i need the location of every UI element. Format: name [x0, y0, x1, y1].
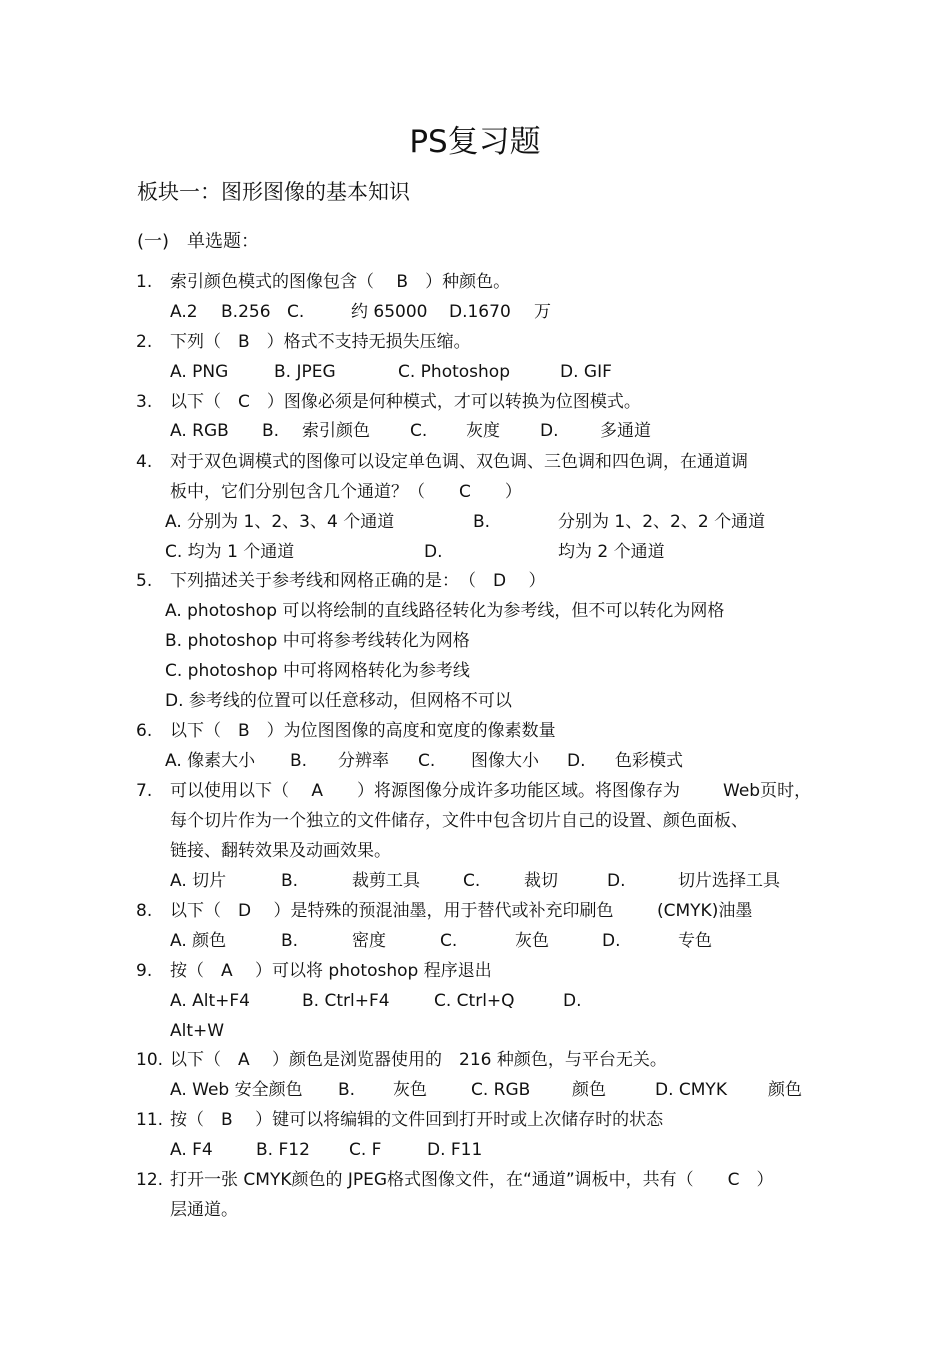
option: 约 65000: [351, 302, 428, 322]
option: C.: [418, 751, 436, 771]
option: 颜色: [768, 1080, 802, 1100]
question-stem: 以下（ D ）是特殊的预混油墨，用于替代或补充印刷色: [170, 901, 614, 921]
question-number: 6.: [136, 721, 153, 741]
option: C. photoshop 中可将网格转化为参考线: [165, 661, 470, 681]
question-number: 11.: [136, 1110, 164, 1130]
option: C. Ctrl+Q: [434, 991, 515, 1011]
question-number: 12.: [136, 1170, 164, 1190]
option: D.: [602, 931, 621, 951]
option: D. F11: [427, 1140, 483, 1160]
option: B.256: [221, 302, 271, 322]
option: 万: [534, 302, 551, 322]
option: D.: [563, 991, 582, 1011]
option: B.: [262, 421, 280, 441]
option: 灰度: [466, 421, 500, 441]
question-stem: 按（ B ）键可以将编辑的文件回到打开时或上次储存时的状态: [170, 1110, 664, 1130]
option: B. F12: [256, 1140, 310, 1160]
question-stem: 层通道。: [170, 1200, 238, 1220]
option: A.2: [170, 302, 198, 322]
option: B. Ctrl+F4: [302, 991, 390, 1011]
option: 裁剪工具: [352, 871, 420, 891]
option: 专色: [678, 931, 712, 951]
question-stem: 以下（ A ）颜色是浏览器使用的 216 种颜色，与平台无关。: [170, 1050, 667, 1070]
option: C. Photoshop: [398, 362, 510, 382]
option: 灰色: [515, 931, 549, 951]
option: B.: [338, 1080, 356, 1100]
option: B.: [281, 931, 299, 951]
question-number: 2.: [136, 332, 153, 352]
option: D. CMYK: [655, 1080, 727, 1100]
option: A. 分别为 1、2、3、4 个通道: [165, 512, 395, 532]
option: C. F: [349, 1140, 382, 1160]
question-number: 5.: [136, 571, 153, 591]
question-stem: 对于双色调模式的图像可以设定单色调、双色调、三色调和四色调，在通道调: [170, 452, 748, 472]
question-stem: 每个切片作为一个独立的文件储存，文件中包含切片自己的设置、颜色面板、: [170, 811, 748, 831]
option: 多通道: [600, 421, 651, 441]
option: D.: [607, 871, 626, 891]
question-stem: 下列（ B ）格式不支持无损失压缩。: [170, 332, 471, 352]
question-stem: Web页时，: [723, 781, 812, 801]
option: 图像大小: [471, 751, 539, 771]
option: C.: [410, 421, 428, 441]
option: A. photoshop 可以将绘制的直线路径转化为参考线，但不可以转化为网格: [165, 601, 725, 621]
question-number: 3.: [136, 392, 153, 412]
option: B. JPEG: [274, 362, 336, 382]
option: B.: [473, 512, 491, 532]
question-stem: 以下（ B ）为位图图像的高度和宽度的像素数量: [170, 721, 556, 741]
option: B.: [281, 871, 299, 891]
option: B.: [290, 751, 308, 771]
option: C.: [440, 931, 458, 951]
option: 分辨率: [338, 751, 389, 771]
option: C.: [287, 302, 305, 322]
question-number: 9.: [136, 961, 153, 981]
option: 密度: [352, 931, 386, 951]
option: 索引颜色: [302, 421, 370, 441]
option: C. RGB: [471, 1080, 531, 1100]
question-stem: 索引颜色模式的图像包含（ B ）种颜色。: [170, 272, 511, 292]
question-number: 7.: [136, 781, 153, 801]
option: 切片选择工具: [678, 871, 780, 891]
question-number: 8.: [136, 901, 153, 921]
question-number: 4.: [136, 452, 153, 472]
option: A. 像素大小: [165, 751, 256, 771]
question-number: 10.: [136, 1050, 164, 1070]
question-stem: 下列描述关于参考线和网格正确的是： （ D ）: [170, 571, 546, 591]
option: A. F4: [170, 1140, 213, 1160]
page-title: PS复习题: [409, 124, 541, 160]
option: 均为 2 个通道: [558, 542, 665, 562]
option: 色彩模式: [615, 751, 683, 771]
option: Alt+W: [170, 1021, 225, 1041]
option: 灰色: [393, 1080, 427, 1100]
option: C. 均为 1 个通道: [165, 542, 295, 562]
question-stem: (CMYK)油墨: [657, 901, 753, 921]
option: B. photoshop 中可将参考线转化为网格: [165, 631, 470, 651]
question-stem: 以下（ C ）图像必须是何种模式，才可以转换为位图模式。: [170, 392, 641, 412]
section-heading: 板块一：图形图像的基本知识: [137, 180, 410, 204]
option: 颜色: [572, 1080, 606, 1100]
option: A. RGB: [170, 421, 229, 441]
option: D. GIF: [560, 362, 612, 382]
option: A. PNG: [170, 362, 229, 382]
option: 分别为 1、2、2、2 个通道: [558, 512, 766, 532]
option: A. 颜色: [170, 931, 227, 951]
option: 裁切: [524, 871, 558, 891]
option: A. 切片: [170, 871, 227, 891]
option: D.: [424, 542, 443, 562]
subsection-heading: (一) 单选题：: [137, 231, 260, 252]
option: D. 参考线的位置可以任意移动，但网格不可以: [165, 691, 512, 711]
option: A. Web 安全颜色: [170, 1080, 303, 1100]
option: A. Alt+F4: [170, 991, 250, 1011]
question-number: 1.: [136, 272, 153, 292]
option: D.1670: [449, 302, 511, 322]
option: D.: [540, 421, 559, 441]
question-stem: 可以使用以下（ A ）将源图像分成许多功能区域。将图像存为: [170, 781, 681, 801]
question-stem: 板中，它们分别包含几个通道？（ C ）: [170, 482, 522, 502]
question-stem: 按（ A ）可以将 photoshop 程序退出: [170, 961, 492, 981]
question-stem: 链接、翻转效果及动画效果。: [170, 841, 391, 861]
question-stem: 打开一张 CMYK颜色的 JPEG格式图像文件，在“通道”调板中，共有（ C ）: [170, 1170, 774, 1190]
option: C.: [463, 871, 481, 891]
option: D.: [567, 751, 586, 771]
